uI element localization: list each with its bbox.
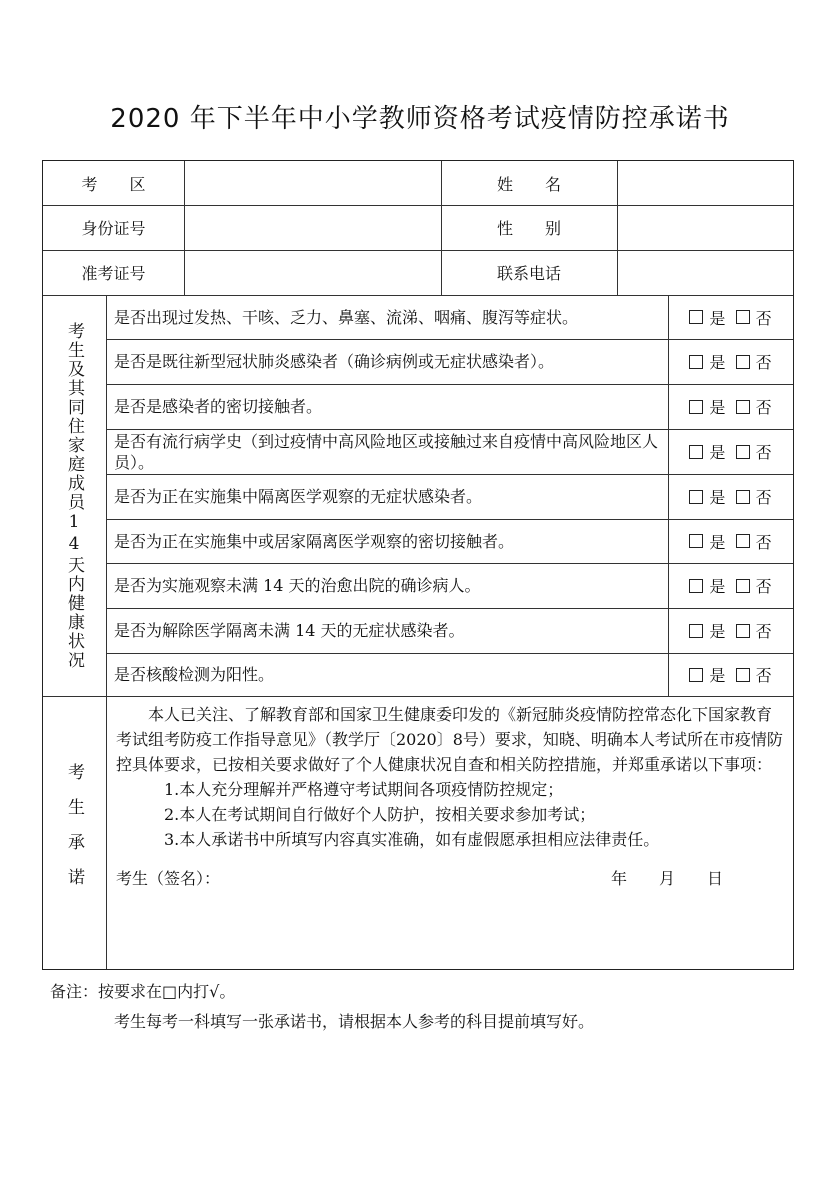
note-line-1: 备注：按要求在□内打√。	[50, 982, 236, 1001]
no-checkbox[interactable]	[736, 400, 750, 414]
yes-checkbox[interactable]	[689, 355, 703, 369]
yes-no-row-8	[668, 608, 793, 653]
yes-no-row-5	[668, 474, 793, 519]
yes-checkbox[interactable]	[689, 624, 703, 638]
health-question-3: 是否是感染者的密切接触者。	[114, 397, 323, 416]
page-title: 2020 年下半年中小学教师资格考试疫情防控承诺书	[110, 104, 730, 134]
yes-no-row-6	[668, 519, 793, 563]
yes-label: 是	[709, 353, 726, 372]
signature-label: 考生（签名）：	[116, 869, 221, 888]
contact-label: 联系电话	[496, 264, 561, 283]
admission-no-label: 准考证号	[81, 264, 146, 283]
yes-no-row-2	[668, 339, 793, 384]
promise-section-label	[43, 696, 106, 969]
health-question-4: 是否有流行病学史（到过疫情中高风险地区或接触过来自疫情中高风险地区人员）。	[114, 431, 659, 472]
health-section-label	[43, 295, 106, 696]
yes-label: 是	[709, 398, 726, 417]
promise-paragraph: 本人已关注、了解教育部和国家卫生健康委印发的《新冠肺炎疫情防控常态化下国家教育考试组考防疫工作指导意见》（教学厅〔2020〕8号）要求，知晓、明确本人考试所在市疫情防控具体要求，已按相关要求做好了个人健康状况自查和相关防控措施，并郑重承诺以下事项：	[116, 705, 783, 774]
yes-no-row-1	[668, 295, 793, 339]
no-checkbox[interactable]	[736, 534, 750, 548]
health-question-2: 是否是既往新型冠状肺炎感染者（确诊病例或无症状感染者）。	[114, 352, 555, 371]
promise-item-2: 2.本人在考试期间自行做好个人防护，按相关要求参加考试；	[164, 805, 596, 824]
promise-item-1: 1.本人充分理解并严格遵守考试期间各项疫情防控规定；	[164, 780, 564, 799]
no-label: 否	[755, 488, 772, 507]
yes-label: 是	[709, 488, 726, 507]
exam-area-field[interactable]	[184, 161, 441, 205]
no-label: 否	[755, 666, 772, 685]
no-label: 否	[755, 398, 772, 417]
gender-label: 性 别	[496, 219, 561, 238]
notes	[50, 977, 594, 1037]
promise-item-3: 3.本人承诺书中所填写内容真实准确，如有虚假愿承担相应法律责任。	[164, 830, 660, 849]
no-label: 否	[755, 577, 772, 596]
name-label: 姓 名	[496, 174, 561, 194]
yes-no-row-4	[668, 429, 793, 474]
no-label: 否	[755, 622, 772, 641]
yes-checkbox[interactable]	[689, 400, 703, 414]
yes-checkbox[interactable]	[689, 310, 703, 324]
health-question-7: 是否为实施观察未满 14 天的治愈出院的确诊病人。	[114, 576, 481, 595]
id-number-label: 身份证号	[81, 219, 146, 238]
yes-checkbox[interactable]	[689, 445, 703, 459]
no-checkbox[interactable]	[736, 668, 750, 682]
yes-checkbox[interactable]	[689, 668, 703, 682]
no-checkbox[interactable]	[736, 624, 750, 638]
yes-label: 是	[709, 443, 726, 462]
exam-area-label: 考 区	[81, 174, 146, 194]
no-checkbox[interactable]	[736, 490, 750, 504]
commitment-form-table	[42, 160, 794, 970]
name-field[interactable]	[617, 161, 793, 205]
note-line-2: 考生每考一科填写一张承诺书，请根据本人参考的科目提前填写好。	[114, 1012, 595, 1031]
health-question-1: 是否出现过发热、干咳、乏力、鼻塞、流涕、咽痛、腹泻等症状。	[114, 307, 579, 327]
contact-field[interactable]	[617, 250, 793, 295]
yes-label: 是	[709, 622, 726, 641]
no-label: 否	[755, 308, 772, 328]
no-checkbox[interactable]	[736, 579, 750, 593]
yes-label: 是	[709, 577, 726, 596]
no-label: 否	[755, 532, 772, 552]
no-label: 否	[755, 443, 772, 462]
id-number-field[interactable]	[184, 205, 441, 250]
date-label: 年 月 日	[610, 869, 723, 888]
yes-checkbox[interactable]	[689, 490, 703, 504]
promise-side-text: 考生承诺	[64, 762, 84, 903]
promise-body	[106, 696, 793, 969]
gender-field[interactable]	[617, 205, 793, 250]
no-checkbox[interactable]	[736, 355, 750, 369]
health-question-8: 是否为解除医学隔离未满 14 天的无症状感染者。	[114, 621, 465, 640]
yes-no-row-3	[668, 384, 793, 429]
yes-label: 是	[709, 532, 726, 552]
health-question-6: 是否为正在实施集中或居家隔离医学观察的密切接触者。	[114, 531, 515, 551]
yes-checkbox[interactable]	[689, 534, 703, 548]
admission-no-field[interactable]	[184, 250, 441, 295]
yes-label: 是	[709, 308, 726, 328]
yes-no-row-7	[668, 563, 793, 608]
yes-checkbox[interactable]	[689, 579, 703, 593]
yes-no-row-9	[668, 653, 793, 696]
yes-label: 是	[709, 666, 726, 685]
no-checkbox[interactable]	[736, 445, 750, 459]
no-checkbox[interactable]	[736, 310, 750, 324]
health-question-9: 是否核酸检测为阳性。	[114, 665, 275, 684]
no-label: 否	[755, 353, 772, 372]
health-question-5: 是否为正在实施集中隔离医学观察的无症状感染者。	[114, 487, 483, 506]
health-side-text: 考生及其同住家庭成员14天内健康状况	[64, 321, 84, 670]
